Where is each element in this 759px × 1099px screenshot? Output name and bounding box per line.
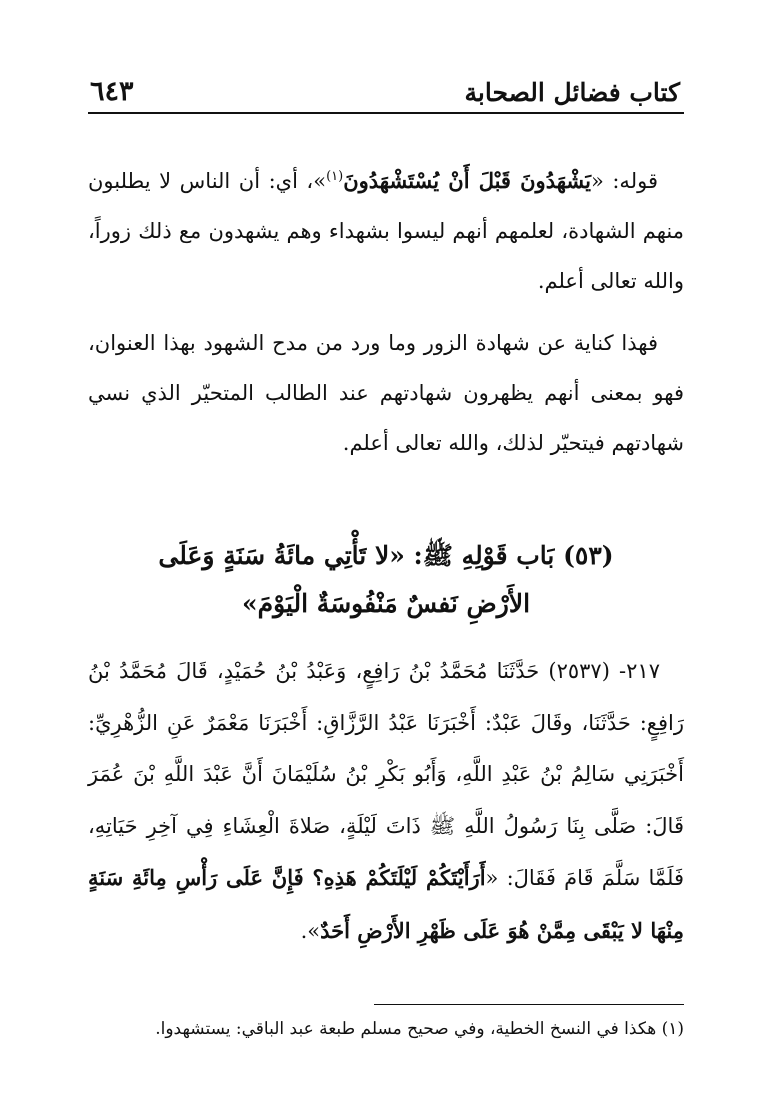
chapter-heading-line-2: الأَرْضِ نَفسٌ مَنْفُوسَةٌ الْيَوْمَ» — [241, 589, 531, 618]
footnote-reference: (١) — [326, 169, 344, 184]
book-title: كتاب فضائل الصحابة — [464, 78, 680, 107]
commentary-paragraph-1 — [88, 152, 684, 306]
running-header — [88, 78, 684, 114]
footnote-divider — [374, 1004, 684, 1005]
hadith-text — [88, 646, 684, 957]
hadith-end: ». — [300, 918, 321, 943]
footnote: (١) هكذا في النسخ الخطية، وفي صحيح مسلم طبعة عبد الباقي: يستشهدوا. — [155, 1019, 684, 1039]
chapter-heading — [88, 532, 684, 628]
commentary-text: »، أي: أن الناس لا يطلبون منهم الشهادة، لعلمهم أنهم ليسوا بشهداء وهم يشهدون مع ذلك زوراً، والله تعالى أعلم. — [88, 169, 684, 293]
prophet-saying: أَرَأَيْتَكُمْ لَيْلَتَكُمْ هَذِهِ؟ فَإِنَّ عَلَى رَأْسِ مِائَةِ سَنَةٍ مِنْهَا لا يَبْقَى مِمَّنْ هُوَ عَلَى ظَهْرِ الأَرْضِ أَحَدٌ — [88, 865, 684, 943]
page-number: ٦٤٣ — [90, 76, 134, 107]
hadith-narration: ٢١٧- (٢٥٣٧) حَدَّثَنَا مُحَمَّدُ بْنُ رَافِعٍ، وَعَبْدُ بْنُ حُمَيْدٍ، قَالَ مُحَمَّدُ بْنُ رَافِعٍ: حَدَّثَنَا، وقَالَ عَبْدٌ: أَخْبَرَنَا عَبْدُ الرَّزَّاقِ: أَخْبَرَنَا مَعْمَرٌ عَنِ الزُّهْرِيِّ: أَخْبَرَنِي سَالِمُ بْنُ عَبْدِ اللَّهِ، وَأَبُو بَكْرِ بْنُ سُلَيْمَانَ أَنَّ عَبْدَ اللَّهِ بْنَ عُمَرَ قَالَ: صَلَّى بِنَا رَسُولُ اللَّهِ ﷺ ذَاتَ لَيْلَةٍ، صَلاةَ الْعِشَاءِ فِي آخِرِ حَيَاتِهِ، فَلَمَّا سَلَّمَ قَامَ فَقَالَ: « — [88, 659, 685, 890]
commentary-paragraph-2: فهذا كناية عن شهادة الزور وما ورد من مدح الشهود بهذا العنوان، فهو بمعنى أنهم يظهرون شهادتهم عند الطالب المتحيّر الذي نسي شهادتهم فيتحيّر لذلك، والله تعالى أعلم. — [88, 331, 684, 455]
chapter-heading-line-1: (٥٣) بَاب قَوْلِهِ ﷺ: «لا تَأْتِي مائَةُ سَنَةٍ وَعَلَى — [158, 541, 614, 570]
quoted-phrase: يَشْهَدُونَ قَبْلَ أَنْ يُسْتَشْهَدُونَ — [343, 168, 591, 193]
quote-intro: قوله: « — [590, 169, 658, 193]
